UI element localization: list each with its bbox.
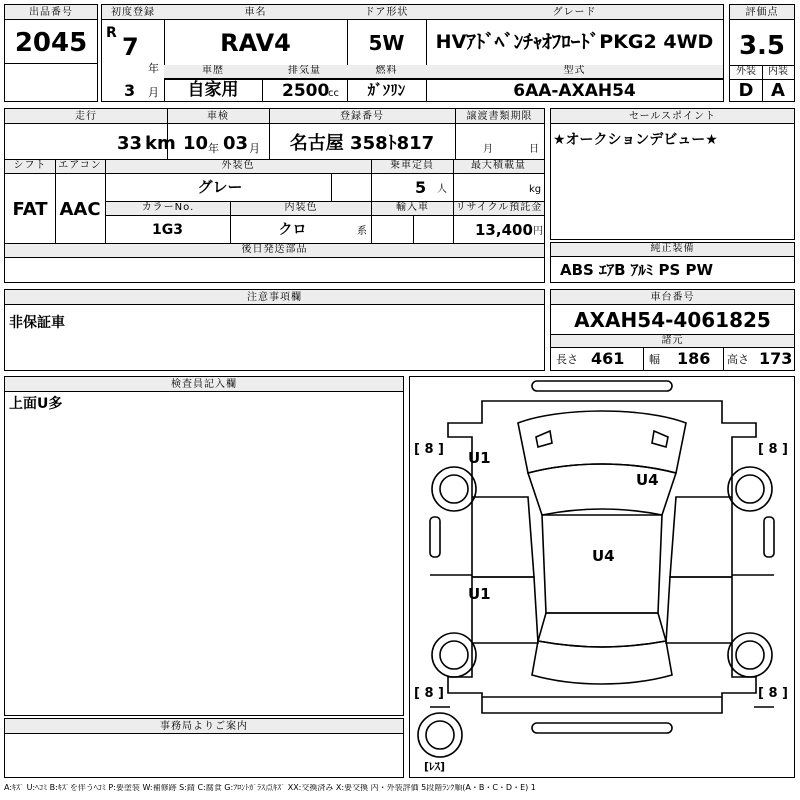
notes-label: 注意事項欄 [5, 290, 544, 305]
grade-label: グレード [426, 5, 723, 20]
chassis-value: AXAH54-4061825 [574, 308, 771, 332]
chassis-label: 車台番号 [551, 290, 794, 305]
first-reg-month: 3 [124, 81, 136, 100]
displacement-unit: cc [328, 88, 339, 99]
mileage-unit: km [145, 133, 176, 154]
tire-front-right-label: [ 8 ] [758, 442, 788, 457]
history-label: 車歴 [164, 65, 262, 79]
details-box [4, 108, 545, 283]
displacement-label: 排気量 [262, 65, 347, 79]
interior-score: A [771, 80, 785, 101]
spare-tire-label: [ﾚｽ] [424, 760, 446, 773]
damage-mark-roof: U4 [592, 547, 615, 565]
later-parts-label: 後日発送部品 [5, 244, 544, 258]
mileage-label: 走行 [5, 109, 167, 124]
door-label: ドア形状 [347, 5, 426, 20]
capacity-unit: 人 [437, 184, 447, 195]
model-code-value: 6AA-AXAH54 [513, 81, 636, 101]
transfer-day-unit: 日 [529, 144, 539, 155]
door-value: 5W [368, 31, 405, 55]
lot-number-value: 2045 [14, 28, 88, 58]
shift-label: シフト [5, 160, 55, 174]
capacity-value: 5 [415, 178, 427, 197]
damage-legend: A:ｷｽﾞ U:ﾍｺﾐ B:ｷｽﾞを伴うﾍｺﾐ P:要塗装 W:補修跡 S:錆 C:腐食 G:ﾌﾛﾝﾄｶﾞﾗｽ点ｷｽﾞ XX:交換済み X:要交換 内・外装評価 5段階ﾗﾝｸ順(A・B・C・D・E) 1 [4, 784, 536, 792]
first-reg-month-unit: 月 [148, 86, 159, 99]
exterior-score: D [738, 80, 754, 101]
sales-point-label: セールスポイント [551, 109, 794, 124]
car-diagram-box [409, 376, 795, 778]
inspection-year-unit: 年 [208, 142, 219, 155]
score-value: 3.5 [738, 31, 786, 61]
recycle-unit: 円 [533, 226, 543, 237]
office-label: 事務局よりご案内 [5, 719, 403, 734]
displacement-value: 2500 [282, 81, 330, 101]
damage-mark-hood: U4 [636, 471, 659, 489]
lot-number-label: 出品番号 [5, 5, 97, 20]
history-value: 自家用 [187, 80, 239, 100]
car-body-diagram [410, 377, 794, 777]
tire-rear-right-label: [ 8 ] [758, 686, 788, 701]
lot-number-box [4, 4, 98, 102]
transfer-label: 譲渡書類期限 [455, 109, 544, 124]
mileage-value: 33 [117, 133, 143, 154]
chassis-box [550, 289, 795, 371]
score-box [729, 4, 795, 102]
int-color-value: クロ [278, 222, 307, 238]
height-label: 高さ [727, 353, 749, 366]
office-box [4, 718, 404, 778]
equipment-label: 純正装備 [551, 243, 794, 257]
inspection-month-unit: 月 [249, 142, 260, 155]
aircon-value: AAC [59, 199, 101, 220]
aircon-label: エアコン [55, 160, 105, 174]
recycle-label: リサイクル預託金 [454, 202, 544, 216]
fuel-value: ｶﾞｿﾘﾝ [367, 81, 406, 99]
inspector-label: 検査員記入欄 [5, 377, 403, 392]
recycle-value: 13,400 [475, 221, 533, 239]
grade-value: HVｱﾄﾞﾍﾞﾝﾁｬｵﾌﾛｰﾄﾞPKG2 4WD [435, 31, 714, 53]
inspector-box [4, 376, 404, 716]
width-label: 幅 [649, 353, 660, 366]
notes-text: 非保証車 [9, 315, 65, 331]
int-color-unit: 系 [357, 226, 367, 237]
score-label: 評価点 [730, 5, 794, 20]
car-name-label: 車名 [164, 5, 347, 20]
transfer-month-unit: 月 [483, 144, 493, 155]
length-value: 461 [591, 349, 625, 368]
plate-label: 登録番号 [269, 109, 455, 124]
plate-value: 名古屋 358ﾄ817 [289, 133, 435, 154]
fuel-label: 燃料 [347, 65, 426, 79]
sales-point-box [550, 108, 795, 240]
tire-rear-left-label: [ 8 ] [414, 686, 444, 701]
damage-mark-front-left: U1 [468, 449, 491, 467]
first-reg-year-unit: 年 [148, 62, 159, 75]
height-value: 173 [759, 349, 793, 368]
model-code-label: 型式 [426, 65, 723, 79]
tire-front-left-label: [ 8 ] [414, 442, 444, 457]
import-label: 輸入車 [372, 202, 453, 216]
car-name-value: RAV4 [220, 29, 291, 57]
first-reg-year: 7 [122, 33, 139, 61]
inspection-month: 03 [223, 133, 249, 154]
length-label: 長さ [556, 353, 578, 366]
inspection-label: 車検 [167, 109, 269, 124]
ext-color-value: グレー [197, 178, 243, 196]
specs-label: 諸元 [551, 335, 794, 348]
width-value: 186 [677, 349, 711, 368]
ext-color-label: 外装色 [105, 160, 371, 174]
interior-label: 内装 [768, 66, 788, 77]
sales-point-text: ★オークションデビュー★ [553, 132, 718, 148]
color-no-label: カラーNo. [106, 202, 230, 216]
inspection-year: 10 [183, 133, 209, 154]
vehicle-header-box [101, 4, 724, 102]
exterior-label: 外装 [736, 66, 756, 77]
shift-value: FAT [12, 199, 48, 220]
capacity-label: 乗車定員 [371, 160, 453, 174]
int-color-label: 内装色 [231, 202, 371, 216]
max-load-unit: kg [529, 184, 542, 195]
first-reg-label: 初度登録 [102, 5, 164, 20]
max-load-label: 最大積載量 [453, 160, 544, 174]
inspector-text: 上面U多 [9, 396, 63, 412]
notes-box [4, 289, 545, 371]
damage-mark-rear-left: U1 [468, 585, 491, 603]
first-reg-era: R [106, 25, 117, 41]
equipment-box [550, 242, 795, 283]
equipment-value: ABS ｴｱB ｱﾙﾐ PS PW [560, 261, 714, 279]
color-no-value: 1G3 [152, 222, 183, 238]
